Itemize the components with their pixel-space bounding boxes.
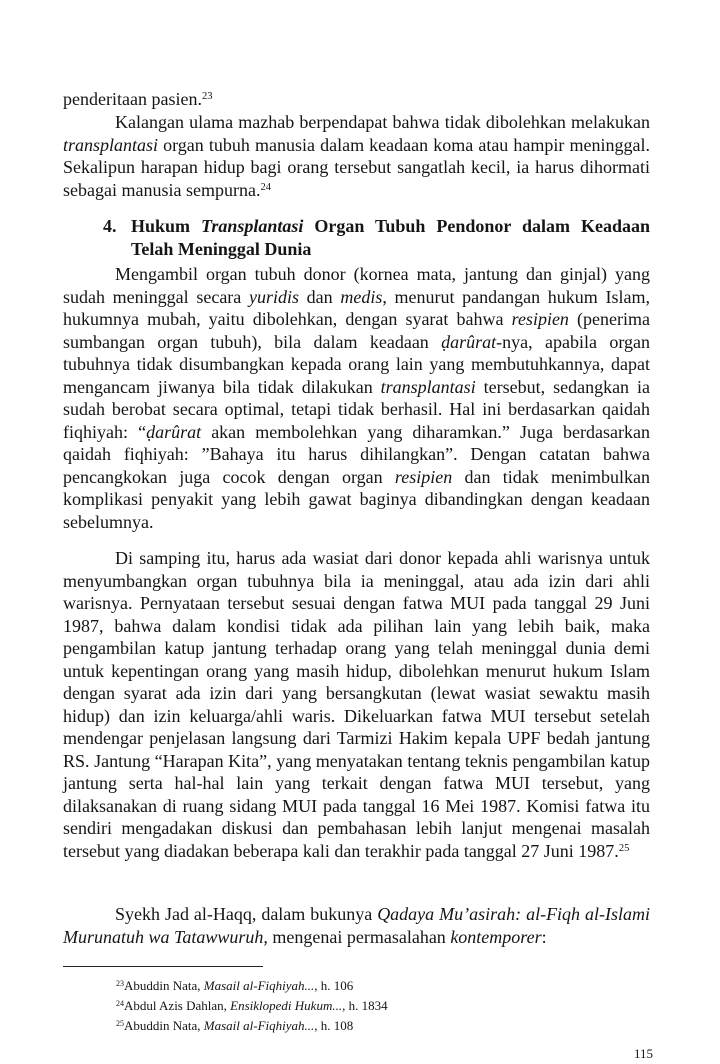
heading-text: Hukum Transplantasi Organ Tubuh Pendonor dalam Keadaan Telah Meninggal Dunia bbox=[131, 216, 650, 259]
italic-term: transplantasi bbox=[63, 134, 159, 155]
paragraph-text: penderitaan pasien. bbox=[63, 89, 202, 109]
book-title: Qadaya Mu’asirah: al-Fiqh al-Islami Murunatuh wa Tatawwuruh, bbox=[63, 904, 651, 947]
paragraph-text: Kalangan ulama mazhab berpendapat bahwa tidak dibolehkan melakukan bbox=[115, 112, 650, 132]
footnote: $^{24}$Abdul Azis Dahlan, Ensiklopedi Hukum..., h. 1834 bbox=[116, 998, 388, 1013]
paragraph-text: Di samping itu, harus ada wasiat dari donor kepada ahli warisnya untuk menyumbangkan organ tubuhnya bila ia meninggal, atau ada izin dari ahli warisnya. Pernyataan tersebut sesuai dengan fatwa MUI pada tanggal 29 Juni 1987, bahwa dalam kondisi tidak ada pilihan lain yang lebih baik, maka pengambilan katup jantung terhadap orang yang telah meninggal dunia demi untuk kepentingan orang yang masih hidup, dibolehkan menurut hukum Islam dengan syarat ada izin dari yang bersangkutan (lewat wasiat sewaktu masih hidup) dan izin keluarga/ahli waris. Dikeluarkan fatwa MUI tersebut setelah mendengar penjelasan langsung dari Tarmizi Hakim kepala UPF bedah jantung RS. Jantung “Harapan Kita”, yang menyatakan tentang teknis pengambilan katup jantung serta hal-hal lain yang terkait dengan fatwa MUI tersebut, yang dilaksanakan di ruang sidang MUI pada tanggal 16 Mei 1987. Komisi fatwa itu sendiri mengadakan diskusi dan pembahasan lebih lanjut mengenai masalah tersebut yang diadakan beberapa kali dan terakhir pada tanggal 27 Juni 1987. bbox=[63, 548, 650, 861]
paragraph-3 bbox=[63, 547, 650, 862]
footnote-ref: 25 bbox=[618, 842, 630, 854]
footnote: $^{25}$Abuddin Nata, Masail al-Fiqhiyah..., h. 108 bbox=[116, 1018, 354, 1033]
footnotes bbox=[116, 976, 656, 1036]
footnote-ref: 24 bbox=[260, 181, 271, 193]
footnote-ref: 23 bbox=[201, 91, 213, 102]
paragraph-text: organ tubuh manusia dalam keadaan koma atau hampir meninggal. Sekalipun harapan hidup bagi orang tersebut sangatlah kecil, ia harus dihormati sebagai manusia sempurna. bbox=[63, 134, 650, 200]
paragraph-1 bbox=[63, 111, 650, 201]
paragraph-4: Syekh Jad al-Haqq, dalam bukunya Qadaya Mu’asirah: al-Fiqh al-Islami Murunatuh wa Tatawwuruh, mengenai permasalahan kontemporer: bbox=[63, 904, 651, 947]
heading-number: 4. bbox=[103, 216, 117, 236]
paragraph-0 bbox=[63, 88, 650, 111]
footnote: $^{23}$Abuddin Nata, Masail al-Fiqhiyah..., h. 106 bbox=[116, 978, 354, 993]
footnote-divider bbox=[63, 966, 263, 967]
page-number: 115 bbox=[633, 1046, 653, 1061]
paragraph-2: Mengambil organ tubuh donor (kornea mata, jantung dan ginjal) yang sudah meninggal secara yuridis dan medis, menurut pandangan hukum Islam, hukumnya mubah, yaitu dibolehkan, dengan syarat bahwa resipien (penerima sumbangan organ tubuh), bila dalam keadaan ḍarûrat-nya, apabila organ tubuhnya tidak disumbangkan kepada orang lain yang membutuhkannya, dapat mengancam jiwanya bila tidak dilakukan transplantasi tersebut, sedangkan ia sudah berobat secara optimal, tetapi tidak berhasil. Hal ini berdasarkan qaidah fiqhiyah: “ḍarûrat akan membolehkan yang diharamkan.” Juga berdasarkan qaidah fiqhiyah: ”Bahaya itu harus dihilangkan”. Dengan catatan bahwa pencangkokan juga cocok dengan organ resipien dan tidak menimbulkan komplikasi penyakit yang lebih gawat baginya dibandingkan dengan keadaan sebelumnya. bbox=[63, 264, 650, 532]
